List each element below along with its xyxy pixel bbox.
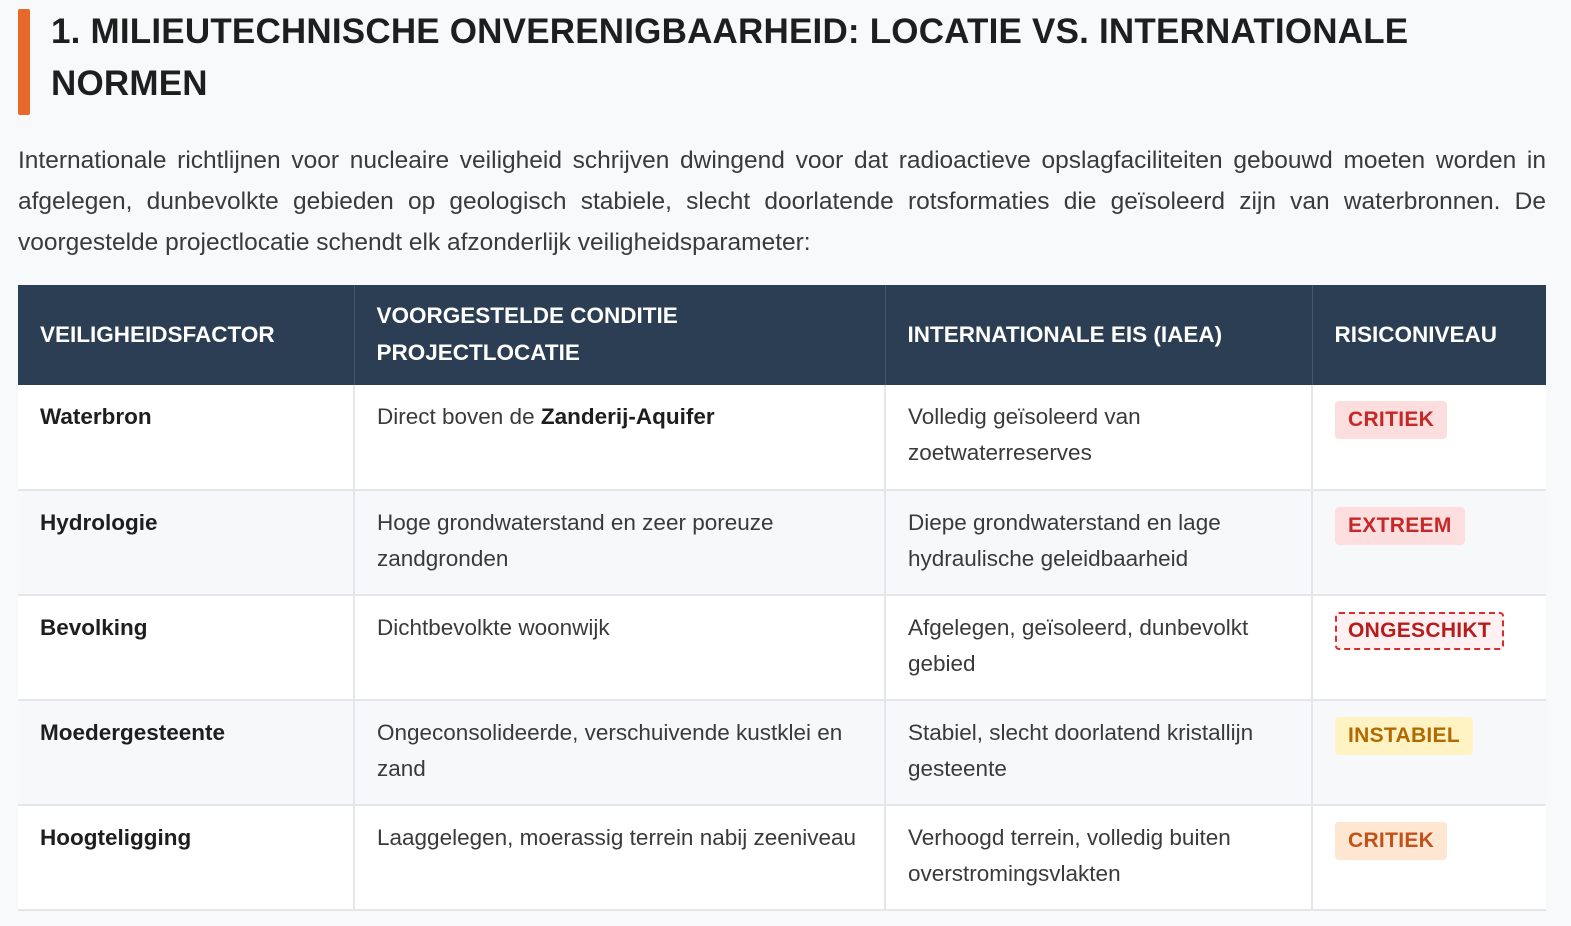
risk-cell <box>1312 385 1546 490</box>
risk-cell <box>1312 700 1546 805</box>
condition-text: Laaggelegen, moerassig terrein nabij zeeniveau <box>377 825 857 850</box>
header-factor: VEILIGHEIDSFACTOR <box>18 285 354 385</box>
risk-badge: CRITIEK <box>1335 822 1447 860</box>
table-row <box>18 385 1546 490</box>
table-header <box>18 285 1546 385</box>
condition-cell <box>354 385 885 490</box>
risk-badge: ONGESCHIKT <box>1335 612 1504 650</box>
section-header <box>18 0 1553 112</box>
risk-cell <box>1312 490 1546 595</box>
requirement-cell: Stabiel, slecht doorlatend kristallijn gesteente <box>885 700 1312 805</box>
condition-highlight: Zanderij-Aquifer <box>540 404 715 429</box>
risk-badge: EXTREEM <box>1335 507 1465 545</box>
header-condition: VOORGESTELDE CONDITIE PROJECTLOCATIE <box>354 285 885 385</box>
condition-text: Ongeconsolideerde, verschuivende kustklei en zand <box>377 720 843 781</box>
factor-cell: Moedergesteente <box>18 700 354 805</box>
requirement-cell: Volledig geïsoleerd van zoetwaterreserves <box>885 385 1312 490</box>
table-body <box>18 385 1546 910</box>
risk-badge: CRITIEK <box>1335 401 1447 439</box>
factor-cell: Hoogteligging <box>18 805 354 910</box>
risk-cell <box>1312 805 1546 910</box>
table-row <box>18 490 1546 595</box>
risk-badge: INSTABIEL <box>1335 717 1473 755</box>
condition-text: Direct boven de <box>377 404 541 429</box>
condition-cell <box>354 490 885 595</box>
requirement-cell: Diepe grondwaterstand en lage hydraulische geleidbaarheid <box>885 490 1312 595</box>
requirement-cell: Verhoogd terrein, volledig buiten overstromingsvlakten <box>885 805 1312 910</box>
table-row <box>18 805 1546 910</box>
intro-paragraph: Internationale richtlijnen voor nucleaire veiligheid schrijven dwingend voor dat radioactieve opslagfaciliteiten gebouwd moeten worden in afgelegen, dunbevolkte gebieden op geologisch stabiele, slecht doorlatende rotsformaties die geïsoleerd zijn van waterbronnen. De voorgestelde projectlocatie schendt elk afzonderlijk veiligheidsparameter: <box>18 147 1546 256</box>
section-title: 1. MILIEUTECHNISCHE ONVERENIGBAARHEID: LOCATIE VS. INTERNATIONALE NORMEN <box>51 12 1409 103</box>
accent-bar <box>18 9 30 115</box>
factor-cell: Waterbron <box>18 385 354 490</box>
safety-comparison-table <box>18 285 1546 911</box>
table-row <box>18 700 1546 805</box>
requirement-cell: Afgelegen, geïsoleerd, dunbevolkt gebied <box>885 595 1312 700</box>
condition-text: Dichtbevolkte woonwijk <box>377 615 610 640</box>
risk-cell <box>1312 595 1546 700</box>
factor-cell: Hydrologie <box>18 490 354 595</box>
header-requirement: INTERNATIONALE EIS (IAEA) <box>885 285 1312 385</box>
condition-text: Hoge grondwaterstand en zeer poreuze zandgronden <box>377 510 774 571</box>
table-header-row <box>18 285 1546 385</box>
condition-cell <box>354 700 885 805</box>
header-risk: RISICONIVEAU <box>1312 285 1546 385</box>
table-row <box>18 595 1546 700</box>
condition-cell <box>354 805 885 910</box>
condition-cell <box>354 595 885 700</box>
factor-cell: Bevolking <box>18 595 354 700</box>
